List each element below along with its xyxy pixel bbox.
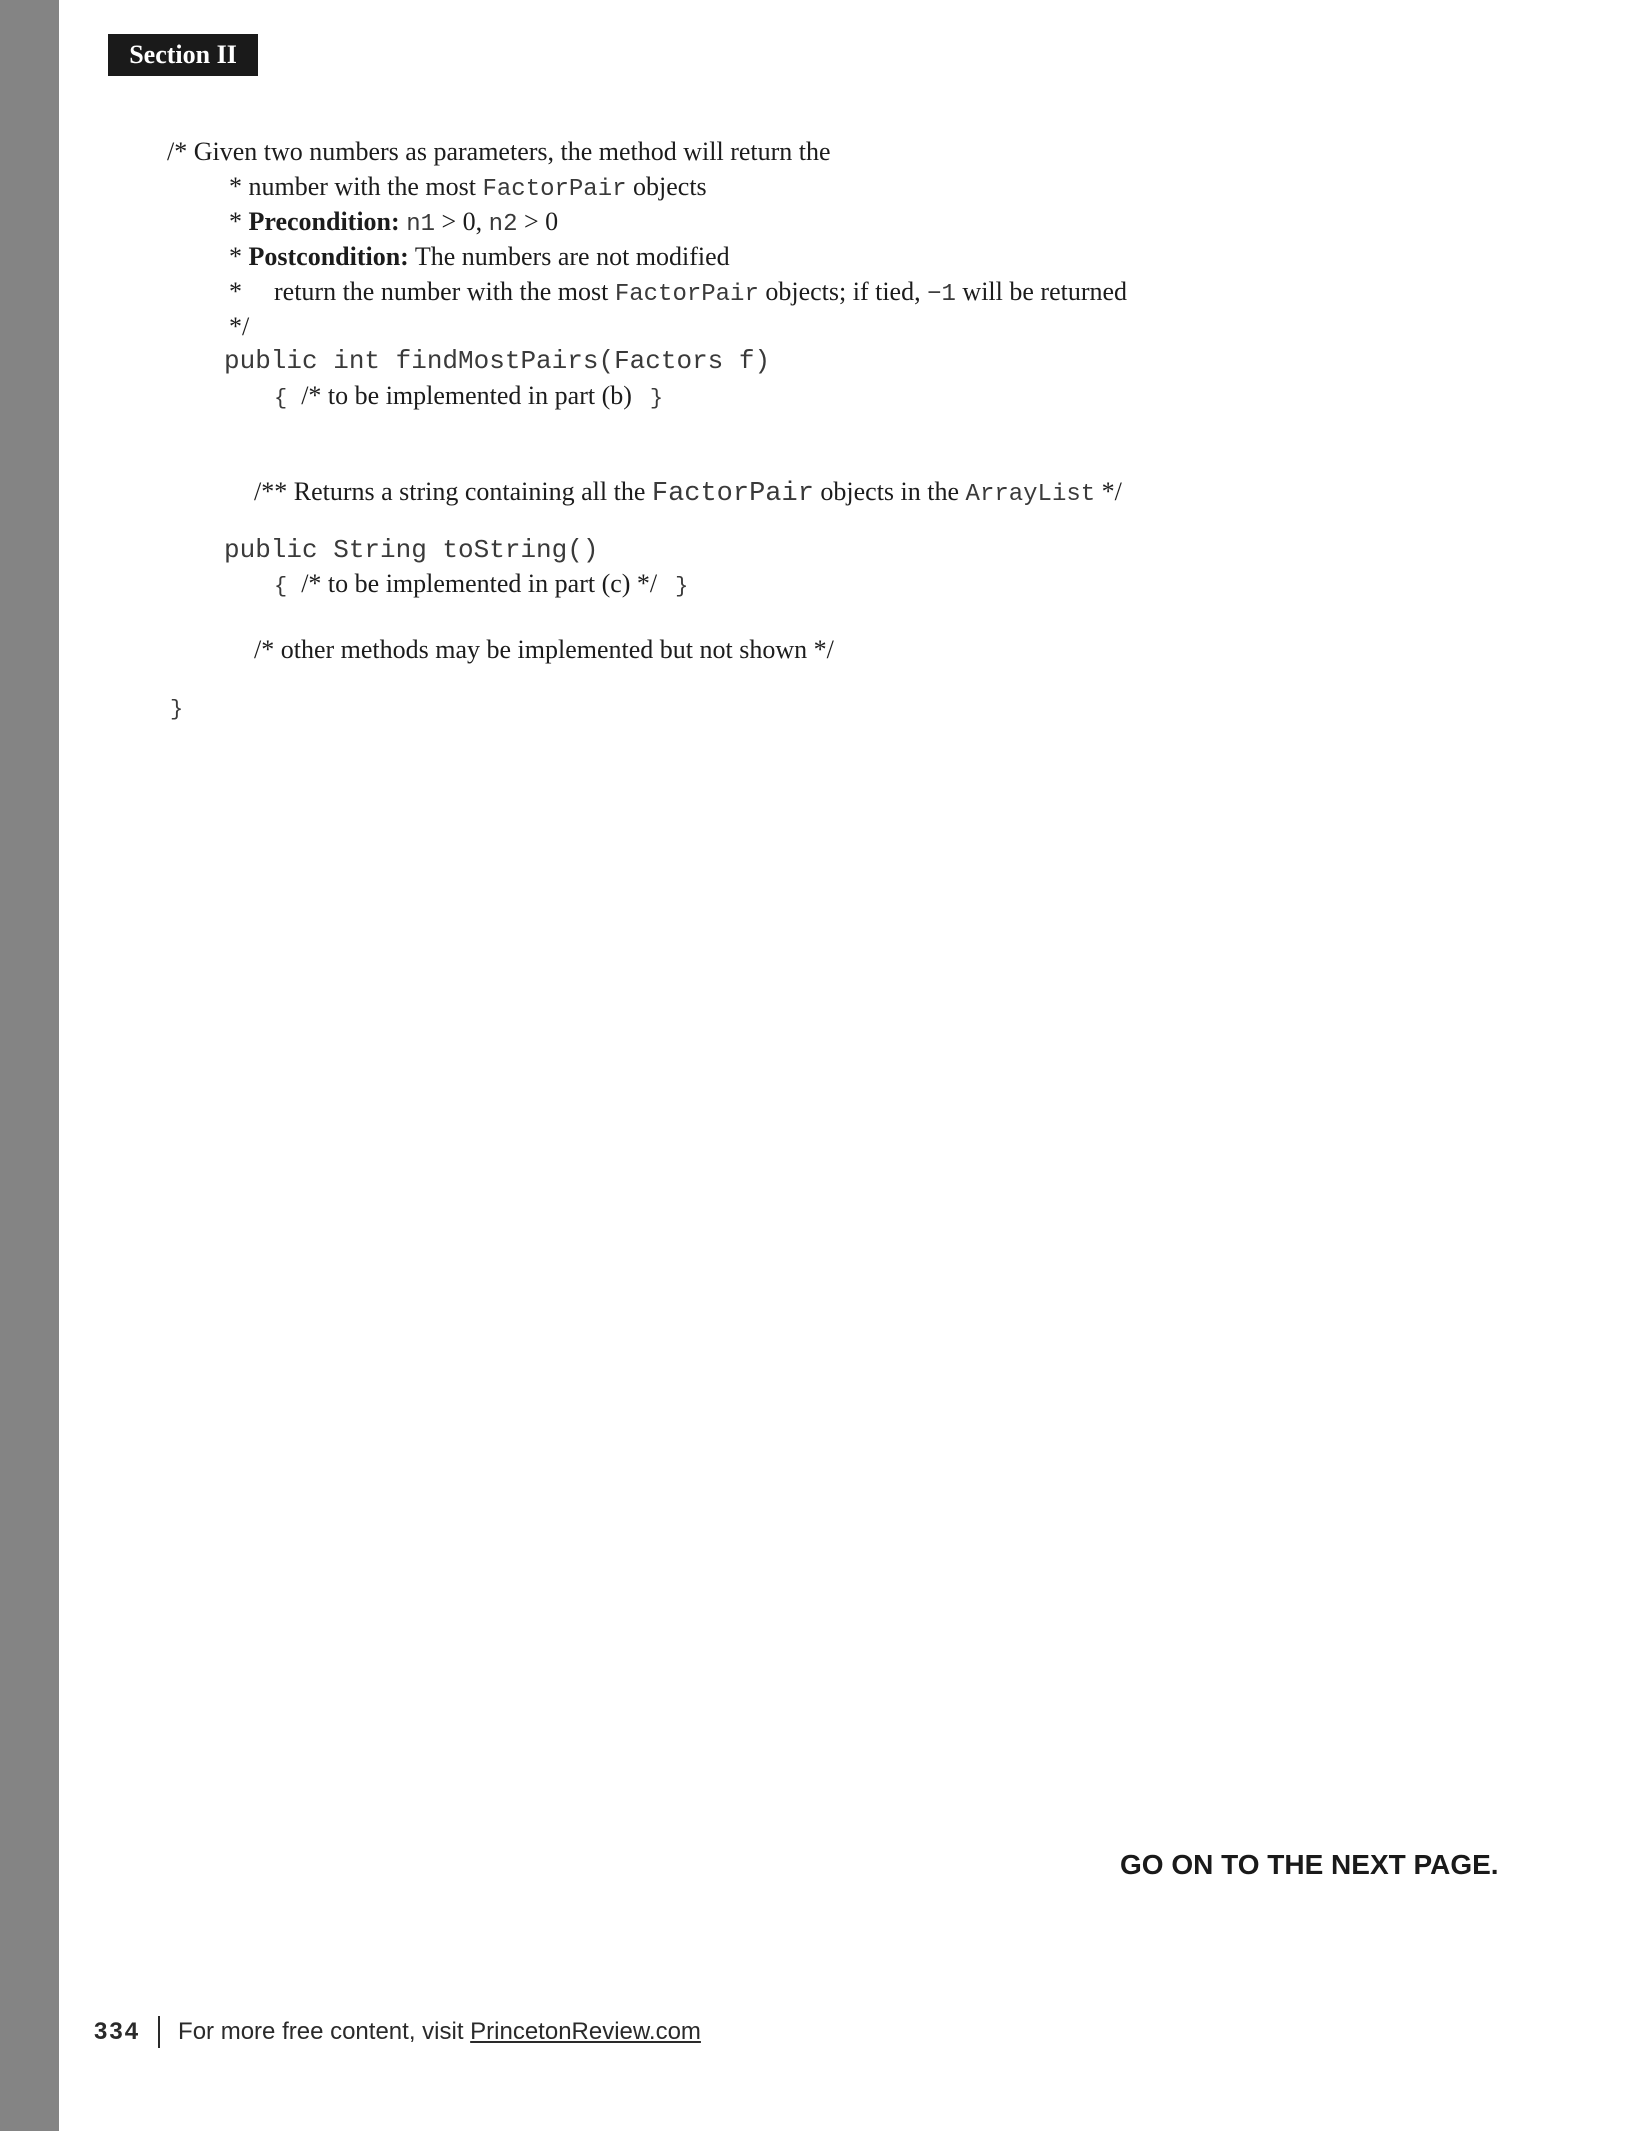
- close-brace: }: [649, 386, 664, 411]
- comment-line-2: [229, 171, 707, 206]
- go-on-next-page: GO ON TO THE NEXT PAGE.: [1120, 1849, 1499, 1880]
- precondition-mid: > 0,: [435, 207, 489, 236]
- precondition-line: [229, 206, 558, 241]
- class-closing-brace: }: [170, 697, 184, 722]
- tostring-comment: [254, 476, 1122, 511]
- princeton-review-link[interactable]: PrincetonReview.com: [470, 2018, 701, 2045]
- page-number: 334: [94, 2018, 141, 2045]
- n2-code: n2: [488, 211, 518, 238]
- side-bar: [0, 0, 59, 2131]
- return-post: will be returned: [955, 277, 1128, 306]
- method-findmostpairs-signature: public int findMostPairs(Factors f): [224, 346, 771, 376]
- tostring-comment-mid: objects in the: [813, 477, 966, 506]
- comment-end: */: [229, 312, 250, 341]
- tostring-comment-pre: /** Returns a string containing all the: [254, 477, 652, 506]
- star: *: [229, 242, 249, 271]
- method-findmostpairs-body-text: /* to be implemented in part (b): [301, 381, 632, 410]
- footer-text: For more free content, visit: [178, 2018, 471, 2045]
- comment-line-2-pre: * number with the most: [229, 172, 483, 201]
- return-pre: return the number with the most: [274, 277, 615, 306]
- return-mid: objects; if tied,: [758, 277, 928, 306]
- factorpair-code-3: FactorPair: [651, 479, 814, 509]
- arraylist-code: ArrayList: [965, 481, 1096, 508]
- star: *: [229, 207, 249, 236]
- return-line: [229, 276, 1127, 311]
- method-tostring-body-text: /* to be implemented in part (c) */: [301, 569, 658, 598]
- precondition-end: > 0: [517, 207, 559, 236]
- postcondition-text: The numbers are not modified: [408, 242, 730, 271]
- tostring-comment-post: */: [1095, 477, 1122, 506]
- method-tostring-body: [274, 568, 688, 603]
- postcondition-line: [229, 241, 730, 273]
- postcondition-label: Postcondition:: [248, 242, 409, 271]
- method-findmostpairs-body: [274, 380, 663, 415]
- factorpair-code: FactorPair: [482, 176, 627, 203]
- open-brace: {: [274, 574, 288, 599]
- comment-line-2-post: objects: [626, 172, 707, 201]
- comment-line-1: /* Given two numbers as parameters, the method will return the: [167, 137, 831, 166]
- other-methods-comment: /* other methods may be implemented but not shown */: [254, 635, 834, 664]
- footer-text-wrap: [178, 2014, 701, 2050]
- factorpair-code-2: FactorPair: [614, 281, 759, 308]
- footer-divider: [158, 2016, 160, 2048]
- negative-one-code: −1: [927, 281, 956, 308]
- method-tostring-signature: public String toString(): [224, 535, 599, 565]
- close-brace: }: [675, 574, 689, 599]
- precondition-label: Precondition:: [248, 207, 400, 236]
- open-brace: {: [274, 386, 288, 411]
- return-star: *: [229, 277, 242, 306]
- section-label: Section II: [108, 34, 258, 76]
- n1-code: n1: [406, 211, 435, 238]
- footer: [94, 2014, 701, 2050]
